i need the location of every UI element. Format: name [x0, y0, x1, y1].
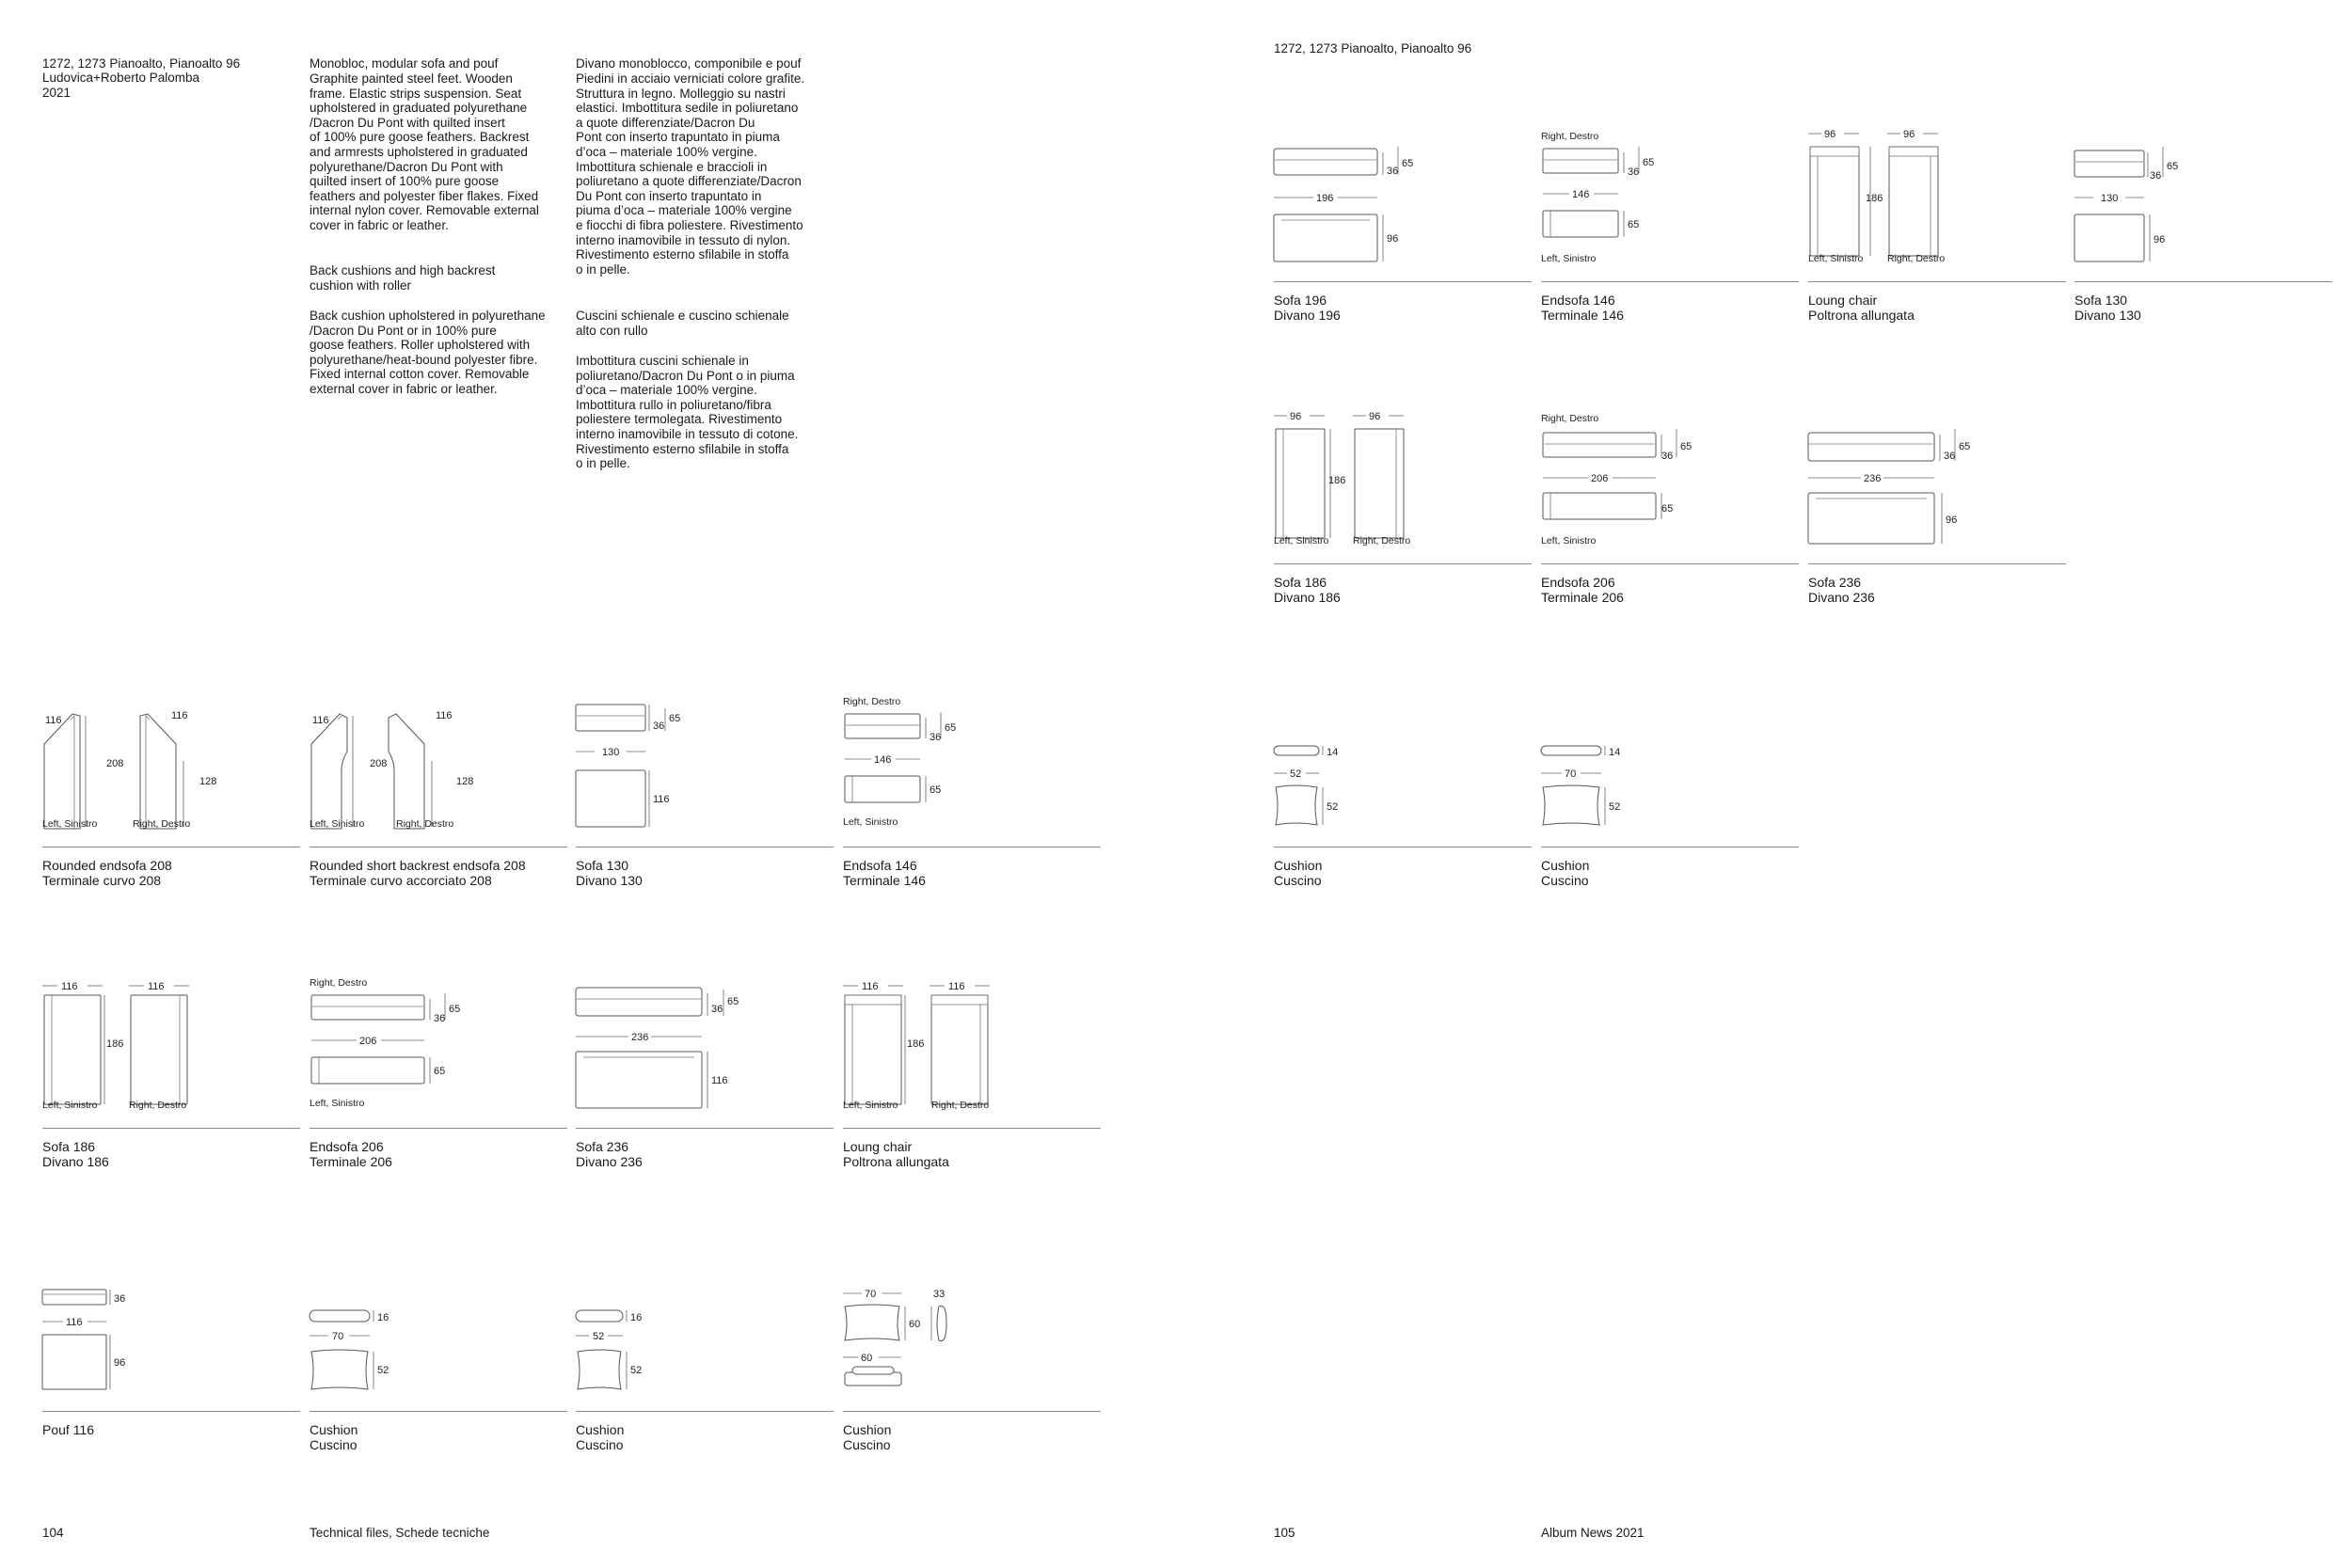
drawing-sofa-186: [42, 981, 300, 1127]
label-left: Left, Sinistro: [1541, 253, 1597, 264]
caption: [42, 858, 172, 888]
caption: [843, 1422, 891, 1452]
dim-width: 146: [1572, 189, 1590, 200]
drawing-rounded-endsofa-208: [42, 705, 300, 846]
divider: [1808, 281, 2066, 282]
caption: [843, 858, 926, 888]
label-left: Left, Sinistro: [1808, 253, 1864, 264]
dim-height: 14: [1609, 747, 1621, 758]
dim-depth: 52: [1609, 801, 1621, 813]
item-loung-chair-r: [1808, 129, 2066, 323]
divider: [843, 1128, 1101, 1129]
divider: [42, 1411, 300, 1412]
item-sofa-186: [42, 981, 300, 1169]
dim-depth: 52: [377, 1365, 389, 1376]
divider: [843, 1411, 1101, 1412]
drawing-sofa-130: [576, 705, 834, 846]
label-left: Left, Sinistro: [1274, 535, 1329, 546]
dim-h2: 65: [2167, 161, 2179, 172]
footer-section-left: Technical files, Schede tecniche: [310, 1526, 490, 1540]
item-endsofa-206-r: [1541, 413, 1799, 605]
dim-w1: 116: [61, 981, 78, 992]
caption-it: Terminale 146: [1541, 308, 1624, 323]
caption: [576, 1422, 624, 1452]
drawing-sofa-236-r: [1808, 421, 2066, 562]
dim-h2: 65: [727, 996, 739, 1007]
description-it-title: Divano monoblocco, componibile e pouf: [576, 55, 802, 71]
caption-it: Terminale curvo 208: [42, 873, 162, 888]
caption-it: Terminale curvo accorciato 208: [310, 873, 492, 888]
cushions-en-body: Back cushion upholstered in polyurethane /Dacron Du Pont or in 100% pure goose feathers. Roller upholstered with polyurethane/heat-bound polyester fibre. Fixed internal cotton cover. Removable external cover in fabric or leather.: [310, 309, 546, 396]
dim-right-top: 116: [436, 710, 453, 721]
caption-it: Divano 130: [576, 873, 643, 888]
caption-en: Cushion: [310, 1422, 358, 1437]
caption-it: Divano 236: [576, 1154, 643, 1169]
dim-w1: 96: [1824, 129, 1836, 140]
page-number-left: 104: [42, 1526, 64, 1540]
dim-h3: 65: [930, 784, 942, 796]
dim-width: 130: [2101, 193, 2119, 204]
dim-depth: 186: [106, 1038, 124, 1050]
caption-it: Divano 130: [2074, 308, 2141, 323]
item-endsofa-206: [310, 977, 567, 1169]
drawing-pouf-116: [42, 1269, 300, 1410]
dim-w2: 96: [1903, 129, 1915, 140]
caption-en: Sofa 186: [42, 1139, 96, 1154]
caption: [1541, 293, 1624, 323]
item-rounded-endsofa-208: [42, 705, 300, 888]
drawing-sofa-130-r: [2074, 139, 2332, 280]
description-en-body: Graphite painted steel feet. Wooden frame. Elastic strips suspension. Seat upholstered in graduated polyurethane /Dacron Du Pont with quilted insert of 100% pure goose feathers. Backrest and armrests upholstered in graduated polyurethane/Dacron Du Pont with quilted insert of 100% pure goose feathers and polyester fiber flakes. Fixed internal nylon cover. Removable external cover in fabric or leather.: [310, 71, 539, 232]
caption: [576, 1139, 643, 1169]
caption-it: Cuscino: [843, 1437, 891, 1452]
caption-it: Divano 186: [42, 1154, 109, 1169]
drawing-cushion-52: [576, 1269, 834, 1410]
dim-right-height: 128: [456, 776, 474, 787]
dim-h3: 65: [1628, 219, 1640, 230]
cushions-it-body: Imbottitura cuscini schienale in poliuretano/Dacron Du Pont o in piuma d’oca – materiale 100% vergine. Imbottitura rullo in poliuretano/fibra poliestere termolegata. Rivestimento interno inamovibile in tessuto di cotone. Rivestimento esterno sfilabile in stoffa o in pelle.: [576, 354, 799, 471]
label-left: Left, Sinistro: [310, 1098, 365, 1109]
dim-h1: 36: [434, 1013, 446, 1024]
dim-h1: 36: [1661, 451, 1674, 462]
dim-h2: 65: [1643, 157, 1655, 168]
label-left: Left, Sinistro: [42, 1100, 98, 1111]
caption-en: Cushion: [1274, 858, 1323, 873]
drawing-endsofa-206: [310, 977, 567, 1127]
drawing-cushion-70: [310, 1269, 567, 1410]
caption: [42, 1422, 94, 1437]
dim-depth: 186: [1328, 475, 1346, 486]
caption-en: Rounded endsofa 208: [42, 858, 172, 873]
label-right: Right, Destro: [133, 818, 191, 830]
caption: [1808, 575, 1875, 605]
caption-it: Divano 236: [1808, 590, 1875, 605]
caption-it: Terminale 146: [843, 873, 926, 888]
caption: [1274, 858, 1322, 888]
item-sofa-236-r: [1808, 421, 2066, 605]
dim-h2: 65: [945, 722, 957, 734]
drawing-sofa-236: [576, 986, 834, 1127]
dim-h1: 36: [1387, 166, 1399, 177]
dim-height: 16: [377, 1312, 389, 1323]
dim-left-height: 208: [106, 758, 124, 769]
dim-left-top: 116: [45, 715, 62, 726]
divider: [1541, 281, 1799, 282]
caption: [2074, 293, 2141, 323]
dim-width-2: 60: [861, 1353, 873, 1364]
page-number-right: 105: [1274, 1526, 1295, 1540]
dim-h3: 65: [1661, 503, 1674, 515]
dim-depth: 96: [2153, 234, 2166, 245]
description-en: [310, 41, 546, 396]
item-endsofa-146-r: [1541, 131, 1799, 323]
dim-width: 146: [874, 754, 892, 766]
dim-width: 70: [332, 1331, 344, 1342]
dim-h1: 36: [930, 732, 942, 743]
caption: [843, 1139, 949, 1169]
caption-en: Sofa 130: [2074, 293, 2128, 308]
caption-en: Sofa 196: [1274, 293, 1327, 308]
label-left: Left, Sinistro: [843, 816, 898, 828]
dim-width: 236: [631, 1032, 649, 1043]
divider: [576, 1411, 834, 1412]
dim-height: 60: [909, 1319, 921, 1330]
caption-en: Loung chair: [1808, 293, 1878, 308]
caption-en: Sofa 130: [576, 858, 629, 873]
caption-it: Divano 186: [1274, 590, 1341, 605]
label-right: Right, Destro: [931, 1100, 990, 1111]
dim-width: 70: [865, 1289, 877, 1300]
dim-w2: 116: [148, 981, 165, 992]
dim-depth: 52: [630, 1365, 643, 1376]
caption-en: Cushion: [1541, 858, 1590, 873]
dim-thickness: 33: [933, 1289, 946, 1300]
dim-width: 116: [66, 1317, 83, 1328]
caption-en: Endsofa 206: [310, 1139, 384, 1154]
dim-left-top: 116: [312, 715, 329, 726]
label-right: Right, Destro: [1541, 131, 1599, 142]
footer-section-right: Album News 2021: [1541, 1526, 1645, 1540]
item-loung-chair: [843, 981, 1101, 1169]
dim-w2: 116: [948, 981, 965, 992]
dim-h1: 36: [653, 721, 665, 732]
item-sofa-196: [1274, 139, 1532, 323]
divider: [576, 1128, 834, 1129]
dim-w1: 96: [1290, 411, 1302, 422]
dim-depth: 116: [653, 794, 670, 805]
drawing-cushion-roller: [843, 1269, 1101, 1410]
drawing-cushion-52-r: [1274, 705, 1532, 846]
drawing-rounded-short-endsofa-208: [310, 705, 567, 846]
dim-width: 206: [1591, 473, 1609, 484]
caption-en: Cushion: [843, 1422, 892, 1437]
drawing-loung-chair-r: [1808, 129, 2066, 280]
divider: [2074, 281, 2332, 282]
cushions-it-subtitle: Cuscini schienale e cuscino schienale alto con rullo: [576, 309, 789, 338]
caption-en: Loung chair: [843, 1139, 913, 1154]
product-title: 1272, 1273 Pianoalto, Pianoalto 96: [42, 55, 241, 71]
item-cushion-52: [576, 1269, 834, 1452]
label-right: Right, Destro: [1541, 413, 1599, 424]
dim-h1: 36: [2150, 170, 2162, 182]
caption: [576, 858, 643, 888]
drawing-sofa-186-r: [1274, 411, 1532, 562]
caption-en: Pouf 116: [42, 1422, 95, 1437]
dim-h2: 65: [449, 1004, 461, 1015]
dim-width: 70: [1565, 768, 1577, 780]
dim-h1: 36: [1944, 451, 1956, 462]
caption: [1274, 293, 1341, 323]
caption: [310, 858, 526, 888]
description-it: [576, 41, 805, 471]
dim-height: 14: [1327, 747, 1339, 758]
item-sofa-130-r: [2074, 139, 2332, 323]
drawing-endsofa-146: [843, 696, 1101, 846]
item-sofa-186-r: [1274, 411, 1532, 605]
dim-depth: 96: [114, 1357, 126, 1369]
dim-depth: 96: [1387, 233, 1399, 245]
dim-width: 130: [602, 747, 620, 758]
drawing-sofa-196: [1274, 139, 1532, 280]
item-cushion-52-r: [1274, 705, 1532, 888]
divider: [1541, 563, 1799, 564]
divider: [1808, 563, 2066, 564]
caption-en: Sofa 186: [1274, 575, 1327, 590]
dim-depth: 116: [711, 1075, 728, 1086]
description-en-title: Monobloc, modular sofa and pouf: [310, 55, 499, 71]
label-right: Right, Destro: [1353, 535, 1411, 546]
caption-it: Cuscino: [310, 1437, 358, 1452]
dim-h3: 65: [434, 1066, 446, 1077]
divider: [1274, 563, 1532, 564]
dim-width: 52: [593, 1331, 605, 1342]
drawing-loung-chair: [843, 981, 1101, 1127]
item-pouf-116: [42, 1269, 300, 1437]
caption-en: Sofa 236: [1808, 575, 1862, 590]
caption-en: Endsofa 146: [843, 858, 917, 873]
dim-depth: 186: [1866, 193, 1883, 204]
caption: [1274, 575, 1341, 605]
item-cushion-roller: [843, 1269, 1101, 1452]
caption-en: Endsofa 146: [1541, 293, 1615, 308]
dim-right-top: 116: [171, 710, 188, 721]
divider: [1274, 281, 1532, 282]
label-right: Right, Destro: [843, 696, 901, 707]
dim-h2: 65: [1959, 441, 1971, 452]
divider: [310, 1411, 567, 1412]
dim-height: 36: [114, 1293, 126, 1305]
label-right: Right, Destro: [1887, 253, 1946, 264]
dim-width: 196: [1316, 193, 1334, 204]
dim-width: 236: [1864, 473, 1882, 484]
dim-h2: 65: [669, 713, 681, 724]
divider: [42, 1128, 300, 1129]
product-header-right: 1272, 1273 Pianoalto, Pianoalto 96: [1274, 41, 1472, 55]
caption-en: Endsofa 206: [1541, 575, 1615, 590]
dim-width: 52: [1290, 768, 1302, 780]
dim-width: 206: [359, 1036, 377, 1047]
caption-en: Sofa 236: [576, 1139, 629, 1154]
label-right: Right, Destro: [310, 977, 368, 989]
caption: [310, 1139, 392, 1169]
label-left: Left, Sinistro: [1541, 535, 1597, 546]
drawing-endsofa-206-r: [1541, 413, 1799, 562]
divider: [310, 1128, 567, 1129]
dim-h1: 36: [711, 1004, 723, 1015]
dim-h2: 65: [1680, 441, 1692, 452]
caption: [1808, 293, 1915, 323]
label-right: Right, Destro: [129, 1100, 187, 1111]
label-left: Left, Sinistro: [843, 1100, 898, 1111]
caption: [310, 1422, 358, 1452]
caption-it: Terminale 206: [310, 1154, 392, 1169]
caption: [1541, 575, 1624, 605]
designer-name: Ludovica+Roberto Palomba: [42, 71, 199, 86]
dim-w1: 116: [862, 981, 879, 992]
dim-depth: 96: [1946, 515, 1958, 526]
dim-left-height: 208: [370, 758, 388, 769]
description-it-body: Piedini in acciaio verniciati colore grafite. Struttura in legno. Molleggio su nastri elastici. Imbottitura sedile in poliuretano a quote differenziate/Dacron Du Pont con inserto trapuntato in piuma d’oca – materiale 100% vergine. Imbottitura schienale e braccioli in poliuretano a quote differenziate/Dacron Du Pont con inserto trapuntato in piuma d’oca – materiale 100% vergine e fiocchi di fibra poliestere. Rivestimento interno inamovibile in tessuto di nylon. Rivestimento esterno sfilabile in stoffa o in pelle.: [576, 71, 805, 277]
year: 2021: [42, 85, 72, 100]
dim-depth: 52: [1327, 801, 1339, 813]
cushions-en-subtitle: Back cushions and high backrest cushion with roller: [310, 263, 496, 293]
item-cushion-70-r: [1541, 705, 1799, 888]
item-cushion-70: [310, 1269, 567, 1452]
caption-it: Cuscino: [1541, 873, 1589, 888]
product-header: [42, 41, 240, 100]
dim-height: 16: [630, 1312, 643, 1323]
item-sofa-236: [576, 986, 834, 1169]
dim-h1: 36: [1628, 166, 1640, 178]
label-right: Right, Destro: [396, 818, 454, 830]
item-rounded-short-endsofa-208: [310, 705, 567, 888]
caption-en: Rounded short backrest endsofa 208: [310, 858, 526, 873]
dim-w2: 96: [1369, 411, 1381, 422]
caption-it: Poltrona allungata: [1808, 308, 1915, 323]
label-left: Left, Sinistro: [310, 818, 365, 830]
caption-it: Poltrona allungata: [843, 1154, 949, 1169]
dim-depth: 186: [907, 1038, 925, 1050]
item-sofa-130: [576, 705, 834, 888]
caption-en: Cushion: [576, 1422, 625, 1437]
dim-h2: 65: [1402, 158, 1414, 169]
drawing-cushion-70-r: [1541, 705, 1799, 846]
label-left: Left, Sinistro: [42, 818, 98, 830]
caption-it: Cuscino: [576, 1437, 624, 1452]
caption: [1541, 858, 1589, 888]
caption-it: Terminale 206: [1541, 590, 1624, 605]
caption-it: Divano 196: [1274, 308, 1341, 323]
caption-it: Cuscino: [1274, 873, 1322, 888]
item-endsofa-146: [843, 696, 1101, 888]
dim-right-height: 128: [199, 776, 217, 787]
caption: [42, 1139, 109, 1169]
drawing-endsofa-146-r: [1541, 131, 1799, 280]
